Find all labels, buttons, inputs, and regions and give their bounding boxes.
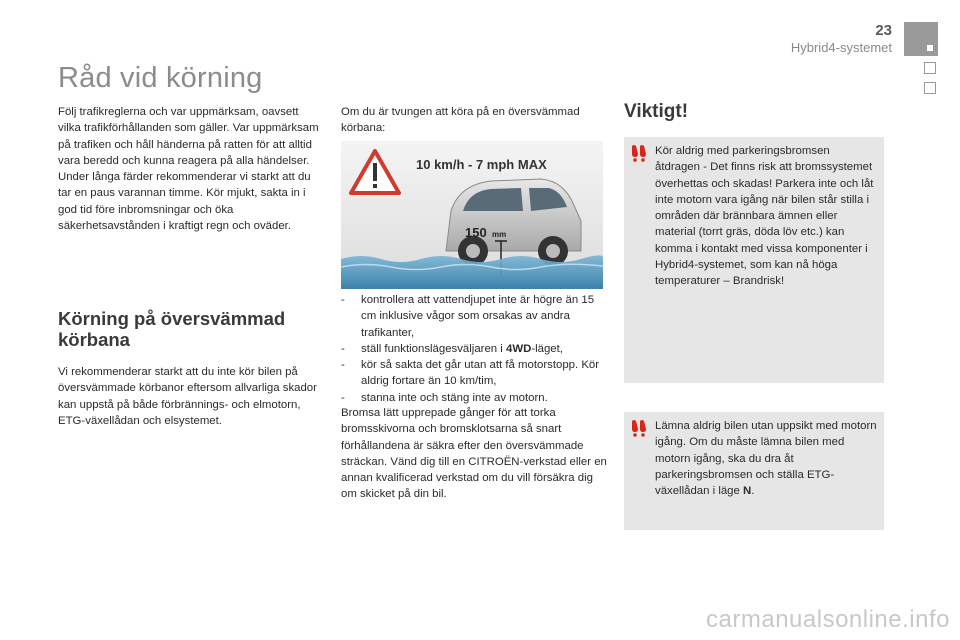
flood-intro: Om du är tvungen att köra på en översvämmad körbana: <box>341 106 580 135</box>
list-item: - kör så sakta det går utan att få motorstopp. Kör aldrig fortare än 10 km/tim, <box>341 359 600 388</box>
chapter-tab-active[interactable] <box>904 22 938 56</box>
depth-value: 150 <box>465 225 487 240</box>
list-item: - stanna inte och stäng inte av motorn. <box>341 391 548 404</box>
chapter-tab[interactable] <box>924 82 936 94</box>
list-item: - kontrollera att vattendjupet inte är högre än 15 cm inklusive vågor som orsakas av andra trafikanter, <box>341 294 595 339</box>
gear-position: N <box>743 485 752 498</box>
tab-marker <box>927 45 933 51</box>
warning-box-engine-running <box>624 412 884 530</box>
flood-paragraph: Vi rekommenderar starkt att du inte kör bilen på översvämmade körbanor eftersom allvarliga skador kan uppstå på både förbrännings- och elmotorn, ETG-växellådan och elsystemet. <box>58 366 317 427</box>
warning-text: Kör aldrig med parkeringsbromsen åtdragen - Det finns risk att bromssystemet överhettas och skadas! Parkera inte och låt inte motorn vara igång när bilen står stilla i områden där brännbara ämnen eller material (torrt gräs, döda löv etc.) kan komma i kontakt med vissa komponenter i Hybrid4-systemet, som kan nå höga temperaturer – Brandrisk! <box>655 145 874 288</box>
page-title: Råd vid körning <box>58 62 263 94</box>
speed-limit-label: 10 km/h - 7 mph MAX <box>416 157 547 172</box>
after-flood-paragraph: Bromsa lätt upprepade gånger för att torka bromsskivorna och bromsklotsarna så snart förhållandena är säkra efter den översvämmade sträckan. Vänd dig till en CITROËN-verkstad eller en annan kvalificerad verkstad om du vill försäkra dig om skicket på din bil. <box>341 407 607 501</box>
depth-unit: mm <box>492 230 507 239</box>
warning-icon <box>629 419 649 437</box>
flood-heading: Körning på översvämmad körbana <box>58 308 286 350</box>
flood-steps-list <box>341 292 603 406</box>
chapter-tab[interactable] <box>924 62 936 74</box>
mode-highlight: 4WD <box>506 342 532 355</box>
warning-text: Lämna aldrig bilen utan uppsikt med motorn igång. Om du måste lämna bilen med motorn igång, ska du dra åt parkeringsbromsen och ställa ETG-växellådan i läge N. <box>655 420 877 498</box>
driving-advice-paragraph: Följ trafikreglerna och var uppmärksam, oavsett vilka trafikförhållanden som gäller. Var uppmärksam på trafiken och håll händerna på ratten för att alltid vara beredd och kunna reagera på alla händelser. Under långa färder rekommenderar vi starkt att du tar en paus varannan timme. Kör mjukt, sakta in i god tid före inbromsningar och öka säkerhetsavstånden i kraftigt regn och oväder. <box>58 106 319 233</box>
page-number: 23 <box>875 22 892 39</box>
warning-icon <box>629 144 649 162</box>
watermark: carmanualsonline.info <box>706 606 950 633</box>
warning-box-parking-brake <box>624 137 884 383</box>
flood-illustration <box>341 141 603 289</box>
important-heading: Viktigt! <box>624 101 689 122</box>
list-item: - ställ funktionslägesväljaren i 4WD-läget, <box>341 342 563 355</box>
section-name: Hybrid4-systemet <box>790 40 892 55</box>
